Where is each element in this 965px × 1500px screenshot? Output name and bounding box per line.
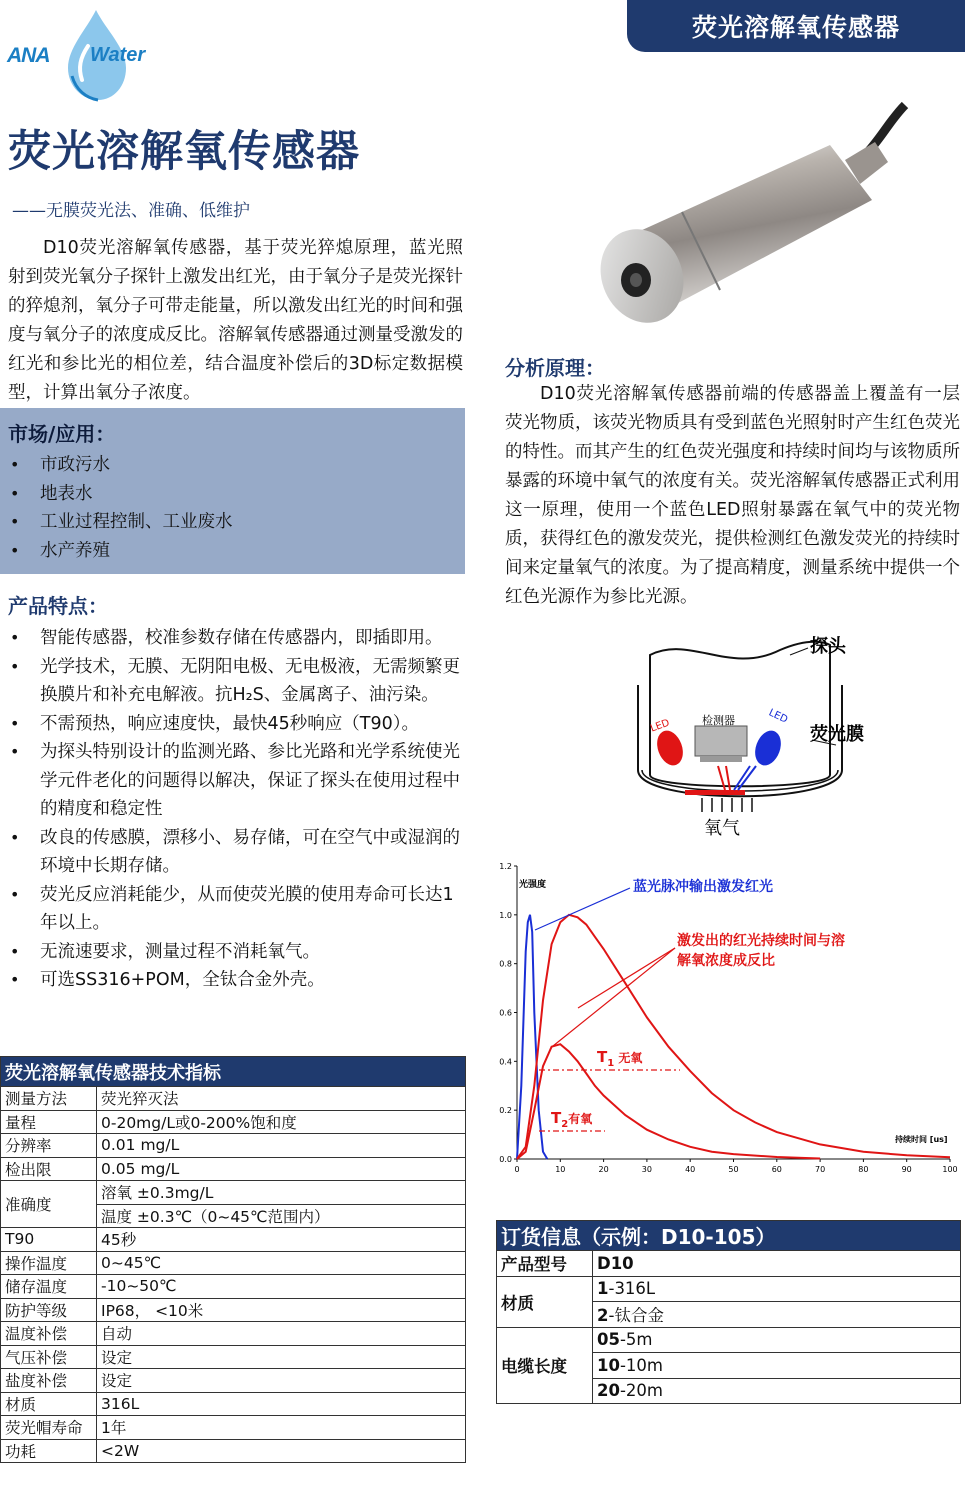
- market-list: [8, 451, 457, 565]
- t2-label: $T_2^{有氧}$: [551, 1109, 593, 1130]
- spec-key: 操作温度: [1, 1251, 97, 1275]
- order-table-title: 订货信息（示例：D10-105）: [497, 1221, 961, 1251]
- spec-key: 功耗: [1, 1439, 97, 1463]
- spec-value: 45秒: [97, 1228, 466, 1252]
- table-row: [1, 1275, 466, 1299]
- features-title: 产品特点：: [8, 594, 108, 618]
- blue-led-label: LED: [766, 707, 790, 726]
- spec-value: 设定: [97, 1369, 466, 1393]
- spec-value: 1年: [97, 1416, 466, 1440]
- table-row: [1, 1228, 466, 1252]
- blue-annotation: 蓝光脉冲输出激发红光: [633, 879, 773, 895]
- order-value: 20-20m: [593, 1378, 961, 1404]
- table-row: [1, 1087, 466, 1111]
- oxygen-label: 氧气: [704, 818, 740, 839]
- spec-key: 防护等级: [1, 1298, 97, 1322]
- spec-value: 荧光猝灭法: [97, 1087, 466, 1111]
- y-tick-label: 1.2: [499, 862, 512, 871]
- red-arrow-line-1: [578, 948, 675, 1008]
- market-title: 市场/应用：: [8, 422, 116, 446]
- order-key: 材质: [497, 1276, 593, 1327]
- x-tick-label: 80: [858, 1165, 869, 1174]
- table-row: [1, 1110, 466, 1134]
- spec-value: 0~45℃: [97, 1251, 466, 1275]
- y-tick-label: 0.8: [499, 959, 512, 969]
- order-value: 2-钛合金: [593, 1302, 961, 1328]
- table-row: [1, 1134, 466, 1158]
- spec-key: 材质: [1, 1392, 97, 1416]
- red-annotation-line1: 激发出的红光持续时间与溶: [677, 933, 845, 949]
- spec-key: 测量方法: [1, 1087, 97, 1111]
- order-value: 1-316L: [593, 1276, 961, 1302]
- x-tick-label: 90: [901, 1165, 912, 1174]
- x-tick-label: 100: [942, 1165, 958, 1174]
- header-banner: 荧光溶解氧传感器: [627, 0, 965, 52]
- intro-paragraph: D10荧光溶解氧传感器，基于荧光猝熄原理，蓝光照射到荧光氧分子探针上激发出红光，由于氧分子是荧光探针的猝熄剂，氧分子可带走能量，所以激发出红光的时间和强度与氧分子的浓度成反比。溶解氧传感器通过测量受激发的红光和参比光的相位差，结合温度补偿后的3D标定数据模型，计算出氧分子浓度。: [8, 238, 463, 403]
- page-subtitle: ——无膜荧光法、准确、低维护: [12, 201, 250, 221]
- t1-label: $T_1$ $^{无氧}$: [597, 1048, 643, 1069]
- table-row: [1, 1416, 466, 1440]
- table-row: [1, 1392, 466, 1416]
- table-row: [497, 1251, 961, 1277]
- features-list: [8, 624, 463, 995]
- sensor-product-image: [590, 100, 920, 340]
- x-tick-label: 60: [771, 1165, 782, 1174]
- blue-arrow-line: [535, 888, 630, 930]
- chart-ylabel: 光强度: [519, 880, 547, 890]
- y-tick-label: 0.6: [499, 1008, 512, 1018]
- order-key: 电缆长度: [497, 1327, 593, 1404]
- x-tick-label: 70: [815, 1165, 826, 1174]
- table-row: [1, 1298, 466, 1322]
- list-item: • 市政污水: [8, 451, 457, 480]
- spec-value: IP68， <10米: [97, 1298, 466, 1322]
- table-row: [1, 1345, 466, 1369]
- order-value: 10-10m: [593, 1353, 961, 1379]
- y-tick-label: 0.0: [499, 1155, 512, 1164]
- analysis-paragraph: D10荧光溶解氧传感器前端的传感器盖上覆盖有一层荧光物质，该荧光物质具有受到蓝色光照射时产生红色荧光的特性。而其产生的红色荧光强度和持续时间均与该物质所暴露的环境中氧气的浓度有关。荧光溶解氧传感器正式利用这一原理，使用一个蓝色LED照射暴露在氧气中的荧光物质，获得红色的激发荧光，提供检测红色激发荧光的持续时间来定量氧气的浓度。为了提高精度，测量系统中提供一个红色光源作为参比光源。: [505, 384, 960, 607]
- probe-diagram: [630, 630, 890, 845]
- x-tick-label: 50: [728, 1165, 739, 1174]
- spec-value: 0.01 mg/L: [97, 1134, 466, 1158]
- list-item: • 可选SS316+POM，全钛合金外壳。: [8, 966, 463, 995]
- table-row: [1, 1322, 466, 1346]
- list-item: • 为探头特别设计的监测光路、参比光路和光学系统使光学元件老化的问题得以解决，保证了探头在使用过程中的精度和稳定性: [8, 738, 463, 824]
- order-table: [496, 1220, 961, 1404]
- list-item: • 无流速要求，测量过程不消耗氧气。: [8, 938, 463, 967]
- analysis-title: 分析原理：: [505, 356, 605, 380]
- list-item: • 光学技术，无膜、无阴阳电极、无电极液，无需频繁更换膜片和补充电解液。抗H₂S、金属离子、油污染。: [8, 653, 463, 710]
- market-section: [0, 408, 465, 574]
- order-key: 产品型号: [497, 1251, 593, 1277]
- x-tick-label: 20: [598, 1165, 609, 1174]
- y-tick-label: 1.0: [499, 910, 512, 920]
- red-led-label: LED: [648, 717, 672, 735]
- spec-key: 荧光帽寿命: [1, 1416, 97, 1440]
- spec-value: 316L: [97, 1392, 466, 1416]
- spec-value: 溶氧 ±0.3mg/L: [97, 1181, 466, 1205]
- spec-key: 盐度补偿: [1, 1369, 97, 1393]
- x-tick-label: 0: [514, 1165, 520, 1174]
- page-title: 荧光溶解氧传感器: [8, 127, 360, 177]
- table-row: [1, 1439, 466, 1463]
- spec-value: <2W: [97, 1439, 466, 1463]
- list-item: • 地表水: [8, 480, 457, 509]
- red-annotation-line2: 解氧浓度成反比: [677, 953, 775, 969]
- list-item: • 智能传感器，校准参数存储在传感器内，即插即用。: [8, 624, 463, 653]
- spec-key: 温度补偿: [1, 1322, 97, 1346]
- y-tick-label: 0.2: [499, 1106, 512, 1116]
- x-tick-label: 10: [555, 1165, 566, 1174]
- spec-key: T90: [1, 1228, 97, 1252]
- table-row: [1, 1157, 466, 1181]
- chart-xlabel: 持续时间 [us]: [895, 1135, 948, 1144]
- table-row: [1, 1251, 466, 1275]
- logo-ana-text: ANA: [7, 44, 50, 67]
- spec-key: 量程: [1, 1110, 97, 1134]
- list-item: • 改良的传感膜，漂移小、易存储，可在空气中或湿润的环境中长期存储。: [8, 824, 463, 881]
- order-value: 05-5m: [593, 1327, 961, 1353]
- list-item: • 荧光反应消耗能少，从而使荧光膜的使用寿命可长达1年以上。: [8, 881, 463, 938]
- x-tick-label: 40: [685, 1165, 696, 1174]
- table-row: [1, 1181, 466, 1205]
- table-row: [497, 1327, 961, 1353]
- membrane-label: 荧光膜: [810, 724, 864, 745]
- list-item: • 工业过程控制、工业废水: [8, 508, 457, 537]
- list-item: • 不需预热，响应速度快，最快45秒响应（T90）。: [8, 710, 463, 739]
- spec-key: 检出限: [1, 1157, 97, 1181]
- spec-value: 0-20mg/L或0-200%饱和度: [97, 1110, 466, 1134]
- order-value: D10: [593, 1251, 961, 1277]
- table-row: [497, 1276, 961, 1302]
- spec-value: 设定: [97, 1345, 466, 1369]
- series-red-line-with-oxygen: [517, 1044, 820, 1159]
- list-item: • 水产养殖: [8, 537, 457, 566]
- features-section: [8, 620, 463, 995]
- detector-label: 检测器: [702, 714, 735, 727]
- table-row: [1, 1369, 466, 1393]
- spec-value: 自动: [97, 1322, 466, 1346]
- probe-label: 探头: [810, 636, 846, 657]
- logo-water-text: Water: [90, 44, 146, 66]
- spec-key: 气压补偿: [1, 1345, 97, 1369]
- spec-value: -10~50℃: [97, 1275, 466, 1299]
- spec-key: 储存温度: [1, 1275, 97, 1299]
- spec-table: [0, 1056, 466, 1463]
- spec-table-title: 荧光溶解氧传感器技术指标: [1, 1057, 466, 1087]
- fluorescence-chart: [495, 858, 960, 1178]
- x-tick-label: 30: [641, 1165, 652, 1174]
- y-tick-label: 0.4: [499, 1057, 512, 1067]
- spec-key: 准确度: [1, 1181, 97, 1228]
- spec-value: 温度 ±0.3℃（0~45℃范围内）: [97, 1204, 466, 1228]
- spec-key: 分辨率: [1, 1134, 97, 1158]
- spec-value: 0.05 mg/L: [97, 1157, 466, 1181]
